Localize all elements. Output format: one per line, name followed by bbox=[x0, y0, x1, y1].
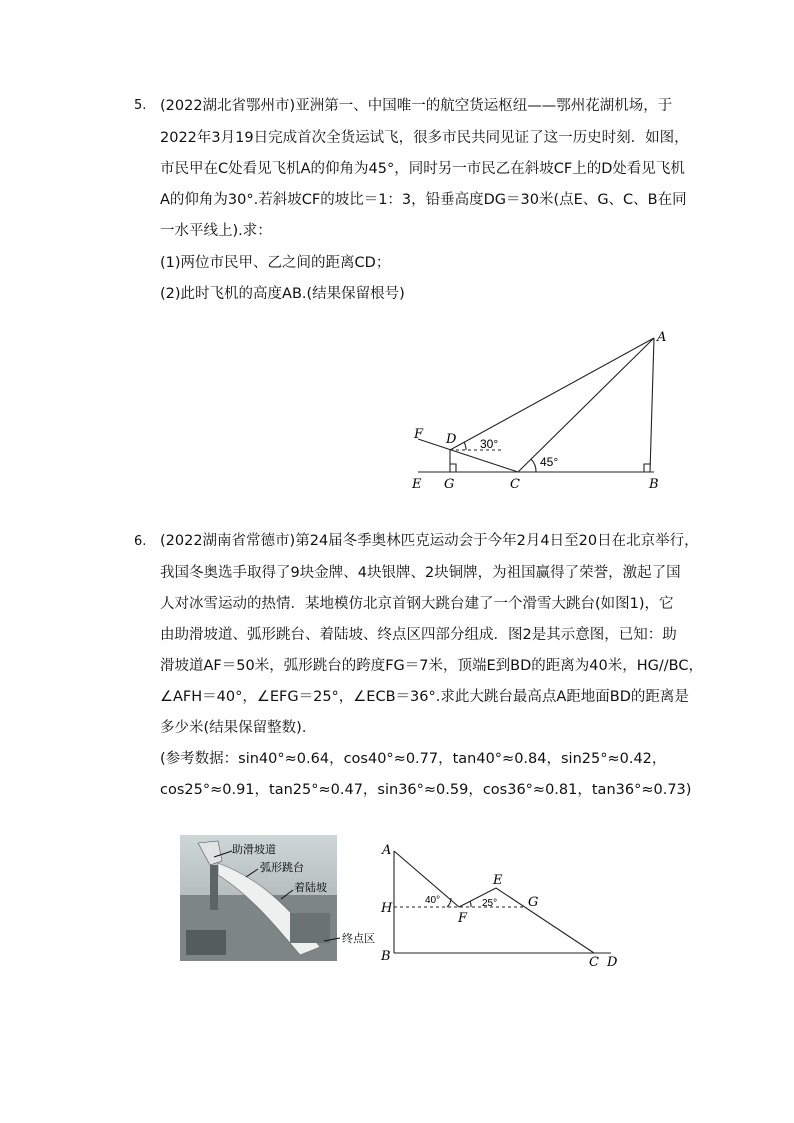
photo-label-run-slope: 助滑坡道 bbox=[232, 843, 276, 856]
label-d: D bbox=[607, 955, 618, 970]
problem-6-number: 6. bbox=[134, 534, 147, 549]
angle-30-label: 30° bbox=[480, 437, 499, 451]
label-f: F bbox=[458, 911, 468, 926]
photo-label-arc-platform: 弧形跳台 bbox=[260, 861, 304, 874]
angle-40-label: 40° bbox=[425, 895, 441, 906]
label-c: C bbox=[510, 477, 520, 492]
problem-6-line: ∠AFH＝40°，∠EFG＝25°，∠ECB＝36°.求此大跳台最高点A距地面BD的距离是 bbox=[160, 689, 689, 705]
problem-6-line: (2022湖南省常德市)第24届冬季奥林匹克运动会于今年2月4日至20日在北京举行， bbox=[160, 533, 699, 549]
problem-6-line: 滑坡道AF＝50米，弧形跳台的跨度FG＝7米，顶端E到BD的距离为40米，HG//BC， bbox=[160, 658, 703, 674]
problem-5-question-2: (2)此时飞机的高度AB.(结果保留根号) bbox=[160, 286, 405, 302]
angle-arc-40 bbox=[447, 898, 451, 907]
photo-building bbox=[186, 930, 226, 955]
segment-ca bbox=[518, 338, 654, 472]
label-d: D bbox=[446, 432, 457, 447]
problem-6-reference-data: cos25°≈0.91，tan25°≈0.47，sin36°≈0.59，cos36°≈0.81，tan36°≈0.73) bbox=[160, 782, 692, 798]
ski-jump-photo bbox=[180, 835, 380, 965]
angle-45-label: 45° bbox=[540, 455, 559, 469]
problem-5-number: 5. bbox=[134, 98, 147, 113]
segment-da bbox=[450, 338, 654, 450]
photo-tower bbox=[210, 865, 218, 910]
photo-label-landing-slope: 着陆坡 bbox=[294, 881, 327, 894]
right-angle-mark-g bbox=[450, 464, 456, 472]
photo-building bbox=[290, 913, 330, 943]
problem-6-figure bbox=[375, 838, 625, 970]
label-a: A bbox=[657, 330, 667, 345]
label-e: E bbox=[493, 873, 503, 888]
problem-5-line: 一水平线上).求： bbox=[160, 223, 272, 239]
problem-6-line: 多少米(结果保留整数)． bbox=[160, 720, 317, 736]
problem-6-line: 我国冬奥选手取得了9块金牌、4块银牌、2块铜牌，为祖国赢得了荣誉，激起了国 bbox=[160, 565, 681, 581]
label-f: F bbox=[414, 427, 424, 442]
label-a: A bbox=[382, 843, 392, 858]
problem-5-line: (2022湖北省鄂州市)亚洲第一、中国唯一的航空货运枢纽——鄂州花湖机场，于 bbox=[160, 98, 673, 114]
problem-5-line: 市民甲在C处看见飞机A的仰角为45°，同时另一市民乙在斜坡CF上的D处看见飞机 bbox=[160, 161, 685, 177]
segment-ec bbox=[496, 888, 594, 953]
label-g: G bbox=[528, 895, 539, 910]
angle-25-label: 25° bbox=[482, 898, 498, 909]
photo-label-finish-area: 终点区 bbox=[342, 932, 375, 945]
problem-6-reference-data: (参考数据：sin40°≈0.64，cos40°≈0.77，tan40°≈0.84，sin25°≈0.42， bbox=[160, 751, 667, 767]
angle-arc-25 bbox=[470, 901, 471, 907]
segment-ab bbox=[650, 338, 654, 472]
label-h: H bbox=[381, 901, 393, 916]
problem-5-figure bbox=[400, 325, 690, 495]
label-b: B bbox=[649, 477, 659, 492]
problem-6-line: 人对冰雪运动的热情．某地模仿北京首钢大跳台建了一个滑雪大跳台(如图1)，它 bbox=[160, 596, 674, 612]
problem-6-line: 由助滑坡道、弧形跳台、着陆坡、终点区四部分组成．图2是其示意图，已知：助 bbox=[160, 627, 677, 643]
problem-5-line: A的仰角为30°.若斜坡CF的坡比＝1：3，铅垂高度DG＝30米(点E、G、C、B在同 bbox=[160, 192, 687, 208]
slope-cf bbox=[418, 439, 518, 472]
angle-arc-45 bbox=[531, 459, 536, 472]
label-b: B bbox=[381, 949, 391, 964]
label-c: C bbox=[589, 955, 599, 970]
label-e: E bbox=[412, 477, 422, 492]
angle-arc-30 bbox=[464, 442, 466, 450]
problem-5-line: 2022年3月19日完成首次全货运试飞，很多市民共同见证了这一历史时刻．如图， bbox=[160, 130, 689, 146]
label-g: G bbox=[444, 477, 455, 492]
problem-5-question-1: (1)两位市民甲、乙之间的距离CD； bbox=[160, 255, 391, 271]
